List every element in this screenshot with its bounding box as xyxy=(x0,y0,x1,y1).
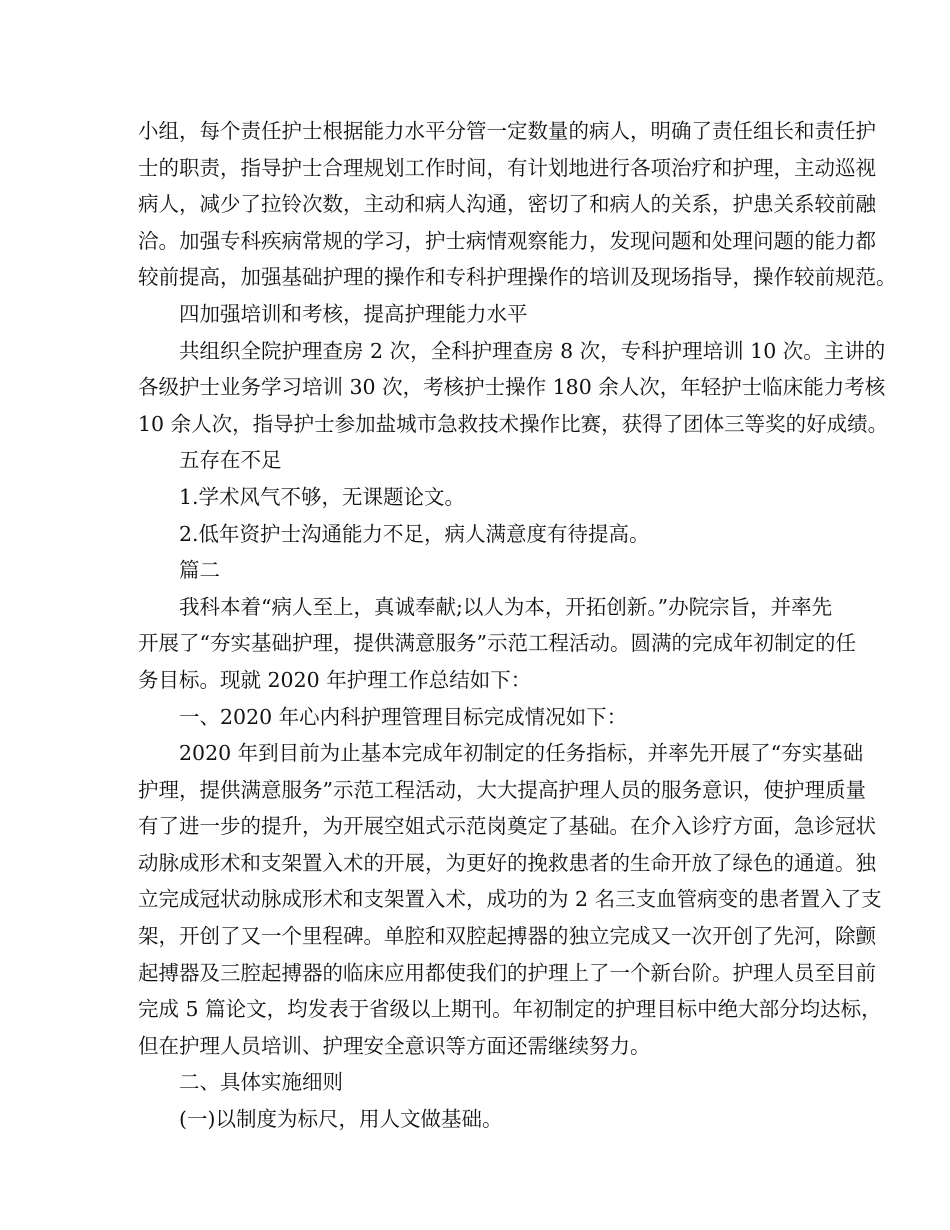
text-line: 五存在不足 xyxy=(179,448,282,473)
text-line: 起搏器及三腔起搏器的临床应用都使我们的护理上了一个新台阶。护理人员至目前 xyxy=(138,960,876,985)
text-line: 2020 年到目前为止基本完成年初制定的任务指标，并率先开展了“夯实基础 xyxy=(179,741,864,766)
text-line: 完成 5 篇论文，均发表于省级以上期刊。年初制定的护理目标中绝大部分均达标， xyxy=(138,997,882,1022)
text-line: 开展了“夯实基础护理，提供满意服务”示范工程活动。圆满的完成年初制定的任 xyxy=(138,631,856,656)
text-line: 各级护士业务学习培训 30 次，考核护士操作 180 余人次，年轻护士临床能力考核 xyxy=(138,375,886,400)
text-line: 小组，每个责任护士根据能力水平分管一定数量的病人，明确了责任组长和责任护 xyxy=(138,119,876,143)
text-line: 我科本着“病人至上，真诚奉献;以人为本，开拓创新。”办院宗旨，并率先 xyxy=(179,594,833,619)
text-line: 2.低年资护士沟通能力不足，病人满意度有待提高。 xyxy=(179,521,650,546)
text-line: 10 余人次，指导护士参加盐城市急救技术操作比赛，获得了团体三等奖的好成绩。 xyxy=(138,411,889,436)
text-line: 共组织全院护理查房 2 次，全科护理查房 8 次，专科护理培训 10 次。主讲的 xyxy=(179,338,886,363)
text-line: 一、2020 年心内科护理管理目标完成情况如下： xyxy=(179,704,628,729)
text-line: 动脉成形术和支架置入术的开展，为更好的挽救患者的生命开放了绿色的通道。独 xyxy=(138,850,876,875)
text-line: 立完成冠状动脉成形术和支架置入术，成功的为 2 名三支血管病变的患者置入了支 xyxy=(138,887,882,912)
text-line: 病人，减少了拉铃次数，主动和病人沟通，密切了和病人的关系，护患关系较前融 xyxy=(138,192,876,217)
text-line: (一)以制度为标尺，用人文做基础。 xyxy=(179,1107,503,1132)
text-line: 二、具体实施细则 xyxy=(179,1070,343,1095)
text-line: 四加强培训和考核，提高护理能力水平 xyxy=(179,301,528,326)
text-line: 洽。加强专科疾病常规的学习，护士病情观察能力，发现问题和处理问题的能力都 xyxy=(138,228,876,253)
text-line: 较前提高，加强基础护理的操作和专科护理操作的培训及现场指导，操作较前规范。 xyxy=(138,265,897,290)
text-line: 架，开创了又一个里程碑。单腔和双腔起搏器的独立完成又一次开创了先河，除颤 xyxy=(138,924,876,949)
text-line: 1.学术风气不够，无课题论文。 xyxy=(179,484,466,509)
text-line: 篇二 xyxy=(179,558,220,583)
text-line: 但在护理人员培训、护理安全意识等方面还需继续努力。 xyxy=(138,1033,651,1058)
text-line: 士的职责，指导护士合理规划工作时间，有计划地进行各项治疗和护理，主动巡视 xyxy=(138,155,876,180)
text-line: 护理，提供满意服务”示范工程活动，大大提高护理人员的服务意识，使护理质量 xyxy=(138,777,866,802)
text-line: 有了进一步的提升，为开展空姐式示范岗奠定了基础。在介入诊疗方面，急诊冠状 xyxy=(138,814,876,839)
document-body xyxy=(138,113,897,1138)
text-line: 务目标。现就 2020 年护理工作总结如下： xyxy=(138,667,532,692)
